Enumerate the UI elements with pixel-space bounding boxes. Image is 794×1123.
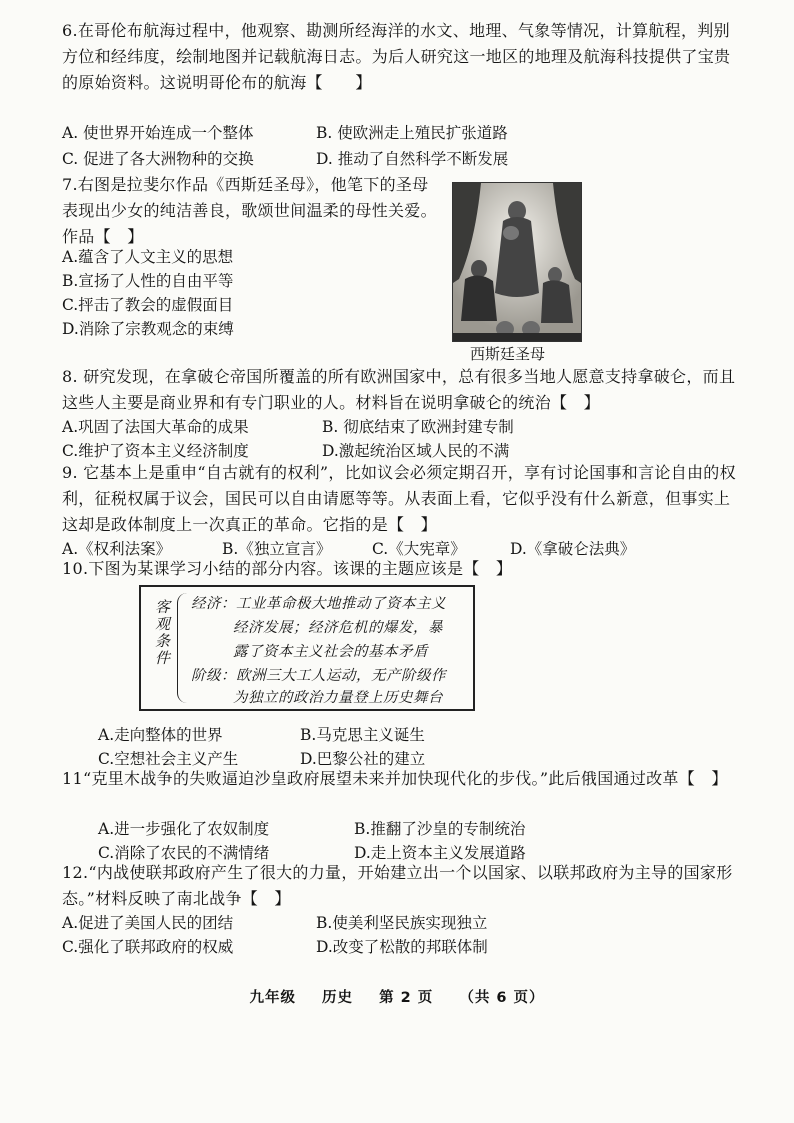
question-9-option-d: D.《拿破仑法典》 xyxy=(510,540,636,558)
question-6-option-b: B. 使欧洲走上殖民扩张道路 xyxy=(316,124,508,142)
lesson-summary-box xyxy=(139,585,475,711)
question-7-option-d: D.消除了宗教观念的束缚 xyxy=(62,320,234,338)
summary-line-4: 阶级：欧洲三大工人运动，无产阶级作 xyxy=(191,668,446,684)
summary-line-5: 为独立的政治力量登上历史舞台 xyxy=(233,690,443,706)
sistine-madonna-image xyxy=(452,182,582,342)
question-12-option-a: A.促进了美国人民的团结 xyxy=(62,914,234,932)
footer-subject: 历史 xyxy=(322,990,354,1006)
question-8-option-b: B. 彻底结束了欧洲封建专制 xyxy=(322,418,514,436)
question-7-option-a: A.蕴含了人文主义的思想 xyxy=(62,248,234,266)
question-11-option-c: C.消除了农民的不满情绪 xyxy=(98,844,270,862)
question-6-option-d: D. 推动了自然科学不断发展 xyxy=(316,150,509,168)
footer-total: （共 6 页） xyxy=(459,990,545,1006)
question-11-option-b: B.推翻了沙皇的专制统治 xyxy=(354,820,526,838)
question-6-option-c: C. 促进了各大洲物种的交换 xyxy=(62,150,254,168)
question-12-option-d: D.改变了松散的邦联体制 xyxy=(316,938,488,956)
question-6-stem: 6.在哥伦布航海过程中，他观察、勘测所经海洋的水文、地理、气象等情况，计算航程，判别方位和经纬度，绘制地图并记载航海日志。为后人研究这一地区的地理及航海科技提供了宝贵的原始资料。这说明哥伦布的航海【 】 xyxy=(62,21,731,92)
summary-box-title: 客观条件 xyxy=(153,599,171,667)
question-6-option-a: A. 使世界开始连成一个整体 xyxy=(62,124,254,142)
summary-line-1: 经济：工业革命极大地推动了资本主义 xyxy=(191,596,446,612)
question-9-option-c: C.《大宪章》 xyxy=(372,540,466,558)
question-7-option-b: B.宣扬了人性的自由平等 xyxy=(62,272,234,290)
question-9-option-b: B.《独立宣言》 xyxy=(222,540,332,558)
question-12-option-c: C.强化了联邦政府的权威 xyxy=(62,938,234,956)
question-8-option-a: A.巩固了法国大革命的成果 xyxy=(62,418,249,436)
question-12-stem: 12.“内战使联邦政府产生了很大的力量，开始建立出一个以国家、以联邦政府为主导的国家形态。”材料反映了南北战争【 】 xyxy=(62,863,733,908)
summary-line-3: 露了资本主义社会的基本矛盾 xyxy=(233,644,428,660)
question-12-option-b: B.使美利坚民族实现独立 xyxy=(316,914,488,932)
question-10-option-a: A.走向整体的世界 xyxy=(98,726,223,744)
summary-line-2: 经济发展；经济危机的爆发，暴 xyxy=(233,620,443,636)
painting-caption: 西斯廷圣母 xyxy=(470,345,546,363)
question-10-stem: 10.下图为某课学习小结的部分内容。该课的主题应该是【 】 xyxy=(62,559,513,578)
question-7-option-c: C.抨击了教会的虚假面目 xyxy=(62,296,234,314)
question-10-option-b: B.马克思主义诞生 xyxy=(300,726,425,744)
question-8-stem: 8. 研究发现，在拿破仑帝国所覆盖的所有欧洲国家中，总有很多当地人愿意支持拿破仑，而且这些人主要是商业界和有专门职业的人。材料旨在说明拿破仑的统治【 】 xyxy=(62,367,736,412)
question-10-option-c: C.空想社会主义产生 xyxy=(98,750,239,768)
question-8-option-d: D.激起统治区域人民的不满 xyxy=(322,442,510,460)
question-11-option-d: D.走上资本主义发展道路 xyxy=(354,844,526,862)
question-8-option-c: C.维护了资本主义经济制度 xyxy=(62,442,249,460)
question-11-option-a: A.进一步强化了农奴制度 xyxy=(98,820,270,838)
footer-page: 第 2 页 xyxy=(379,990,434,1006)
page-footer xyxy=(0,986,794,1007)
question-9-stem: 9. 它基本上是重申“自古就有的权利”，比如议会必须定期召开，享有讨论国事和言论自由的权利，征税权属于议会，国民可以自由请愿等等。从表面上看，它似乎没有什么新意，但事实上这却是政体制度上一次真正的革命。它指的是【 】 xyxy=(62,463,736,534)
question-9-option-a: A.《权利法案》 xyxy=(62,540,172,558)
question-7-stem: 7.右图是拉斐尔作品《西斯廷圣母》，他笔下的圣母表现出少女的纯洁善良，歌颂世间温柔的母性关爱。作品【 】 xyxy=(62,175,437,246)
question-11-stem: 11“克里木战争的失败逼迫沙皇政府展望未来并加快现代化的步伐。”此后俄国通过改革【 】 xyxy=(62,769,728,788)
footer-grade: 九年级 xyxy=(249,990,296,1006)
question-10-option-d: D.巴黎公社的建立 xyxy=(300,750,426,768)
brace-shape xyxy=(177,593,188,703)
